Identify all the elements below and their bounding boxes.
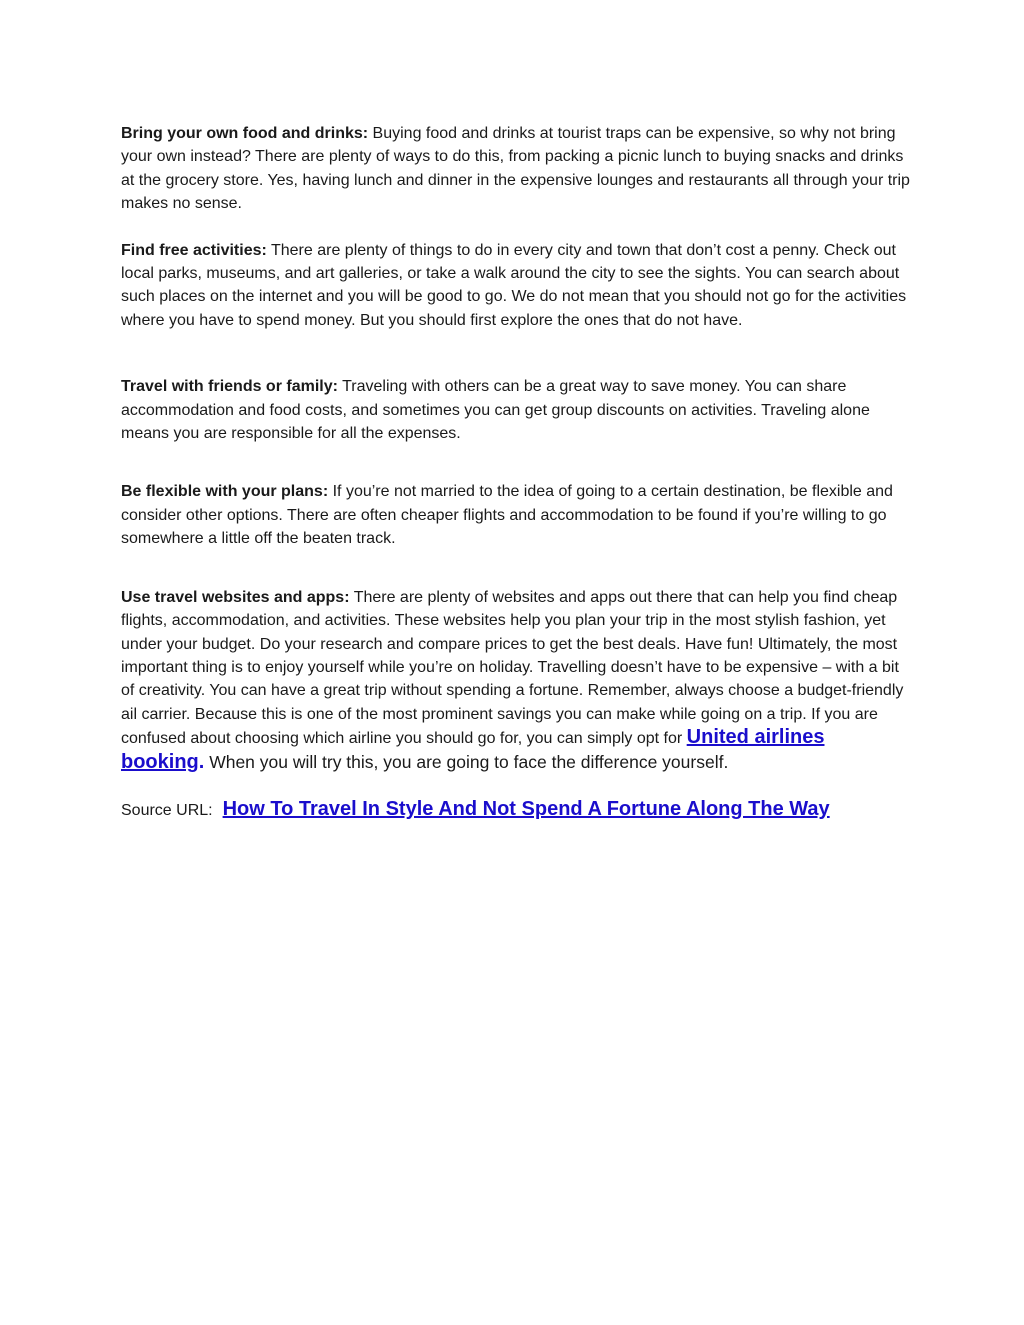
paragraph-heading: Bring your own food and drinks: — [121, 125, 369, 142]
paragraph-body: There are plenty of websites and apps out there that can help you find cheap flights, accommodation, and activities. These websites help you plan your trip in the most stylish fashion, yet under your budget. Do your research and compare prices to get the best deals. Have fun! Ultimately, the most important thing is to enjoy yourself while you’re on holiday. Travelling doesn’t have to be expensive – with a bit of creativity. You can have a great trip without spending a fortune. Remember, always choose a budget-friendly ail carrier. Because this is one of the most prominent savings you can make while going on a trip. If you are confused about choosing which airline you should go for, you can simply opt for — [121, 588, 904, 748]
paragraph-body: If you’re not married to the idea of going to a certain destination, be flexible and consider other options. There are often cheaper flights and accommodation to be found if you’re willing to go somewhere a little off the beaten track. — [121, 483, 893, 548]
paragraph-body: Buying food and drinks at tourist traps can be expensive, so why not bring your own instead? There are plenty of ways to do this, from packing a picnic lunch to buying snacks and drinks at the grocery store. Yes, having lunch and dinner in the expensive lounges and restaurants all through your trip makes no sense. — [121, 125, 910, 213]
paragraph-heading: Use travel websites and apps: — [121, 588, 350, 606]
paragraph-travel-websites — [121, 586, 911, 775]
paragraph-free-activities — [121, 239, 911, 333]
paragraph-body: Traveling with others can be a great way to save money. You can share accommodation and food costs, and sometimes you can get group discounts on activities. Traveling alone means you are responsible for all the expenses. — [121, 378, 870, 443]
paragraph-body: There are plenty of things to do in every city and town that don’t cost a penny. Check out local parks, museums, and art galleries, or take a walk around the city to see the sights. You can search about such places on the internet and you will be good to go. We do not mean that you should not go for the activities where you have to spend money. But you should first explore the ones that do not have. — [121, 241, 907, 329]
link-period: . — [198, 750, 205, 773]
paragraph-heading: Travel with friends or family: — [121, 378, 338, 396]
source-url-link[interactable]: How To Travel In Style And Not Spend A Fortune Along The Way — [222, 797, 830, 820]
source-label: Source URL: — [121, 801, 213, 819]
paragraph-flexible-plans — [121, 480, 911, 550]
paragraph-heading: Find free activities: — [121, 241, 267, 259]
united-airlines-booking-link[interactable]: United airlines booking — [121, 726, 825, 773]
source-line — [121, 797, 911, 823]
paragraph-heading: Be flexible with your plans: — [121, 483, 329, 501]
paragraph-friends-family — [121, 375, 911, 445]
paragraph-tail: When you will try this, you are going to face the difference yourself. — [204, 751, 729, 772]
document-page — [121, 122, 911, 823]
paragraph-food-drinks — [121, 122, 911, 216]
